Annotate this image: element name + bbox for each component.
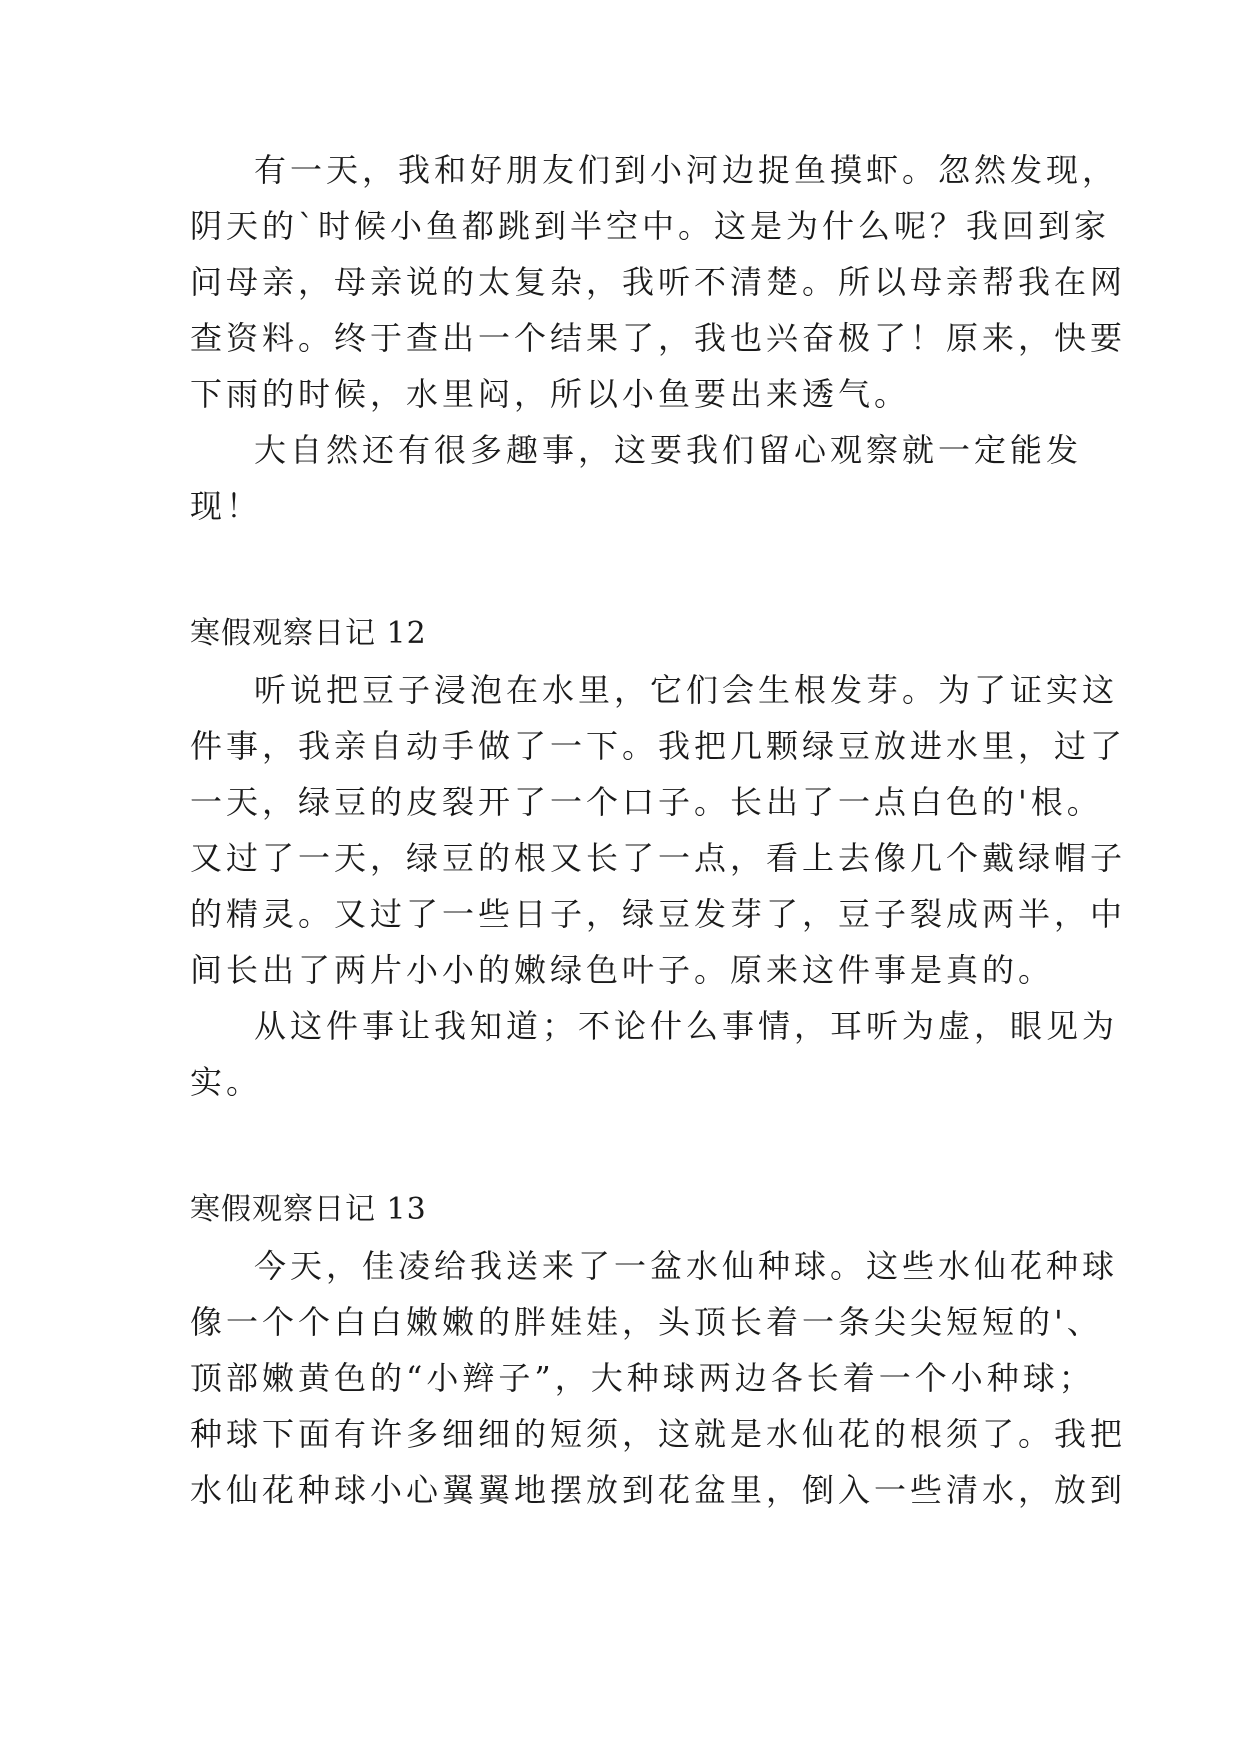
paragraph-line: 一天，绿豆的皮裂开了一个口子。长出了一点白色的'根。	[190, 783, 1103, 821]
paragraph-line: 听说把豆子浸泡在水里，它们会生根发芽。为了证实这	[254, 671, 1119, 709]
paragraph-line: 种球下面有许多细细的短须，这就是水仙花的根须了。我把	[190, 1415, 1127, 1453]
paragraph-line: 间长出了两片小小的嫩绿色叶子。原来这件事是真的。	[190, 951, 1055, 989]
paragraph-line: 今天，佳凌给我送来了一盆水仙种球。这些水仙花种球	[254, 1247, 1119, 1285]
paragraph-line: 像一个个白白嫩嫩的胖娃娃，头顶长着一条尖尖短短的'、	[190, 1303, 1103, 1341]
section-heading: 寒假观察日记 13	[190, 1192, 427, 1227]
paragraph-line: 顶部嫩黄色的“小辫子”，大种球两边各长着一个小种球；	[190, 1359, 1095, 1397]
paragraph-line: 实。	[190, 1063, 263, 1101]
paragraph-line: 件事，我亲自动手做了一下。我把几颗绿豆放进水里，过了	[190, 727, 1127, 765]
paragraph-line: 现！	[190, 487, 263, 525]
paragraph-line: 查资料。终于查出一个结果了，我也兴奋极了！原来，快要	[190, 319, 1127, 357]
paragraph-line: 下雨的时候，水里闷，所以小鱼要出来透气。	[190, 375, 911, 413]
paragraph-line: 大自然还有很多趣事，这要我们留心观察就一定能发	[254, 431, 1083, 469]
paragraph-line: 水仙花种球小心翼翼地摆放到花盆里，倒入一些清水，放到	[190, 1471, 1127, 1509]
paragraph-line: 阴天的`时候小鱼都跳到半空中。这是为什么呢？我回到家	[190, 207, 1111, 245]
paragraph-line: 从这件事让我知道；不论什么事情，耳听为虚，眼见为	[254, 1007, 1119, 1045]
paragraph-line: 又过了一天，绿豆的根又长了一点，看上去像几个戴绿帽子	[190, 839, 1127, 877]
paragraph-line: 问母亲，母亲说的太复杂，我听不清楚。所以母亲帮我在网	[190, 263, 1127, 301]
paragraph-line: 有一天，我和好朋友们到小河边捉鱼摸虾。忽然发现，	[254, 151, 1119, 189]
paragraph-line: 的精灵。又过了一些日子，绿豆发芽了，豆子裂成两半，中	[190, 895, 1127, 933]
section-heading: 寒假观察日记 12	[190, 616, 427, 651]
